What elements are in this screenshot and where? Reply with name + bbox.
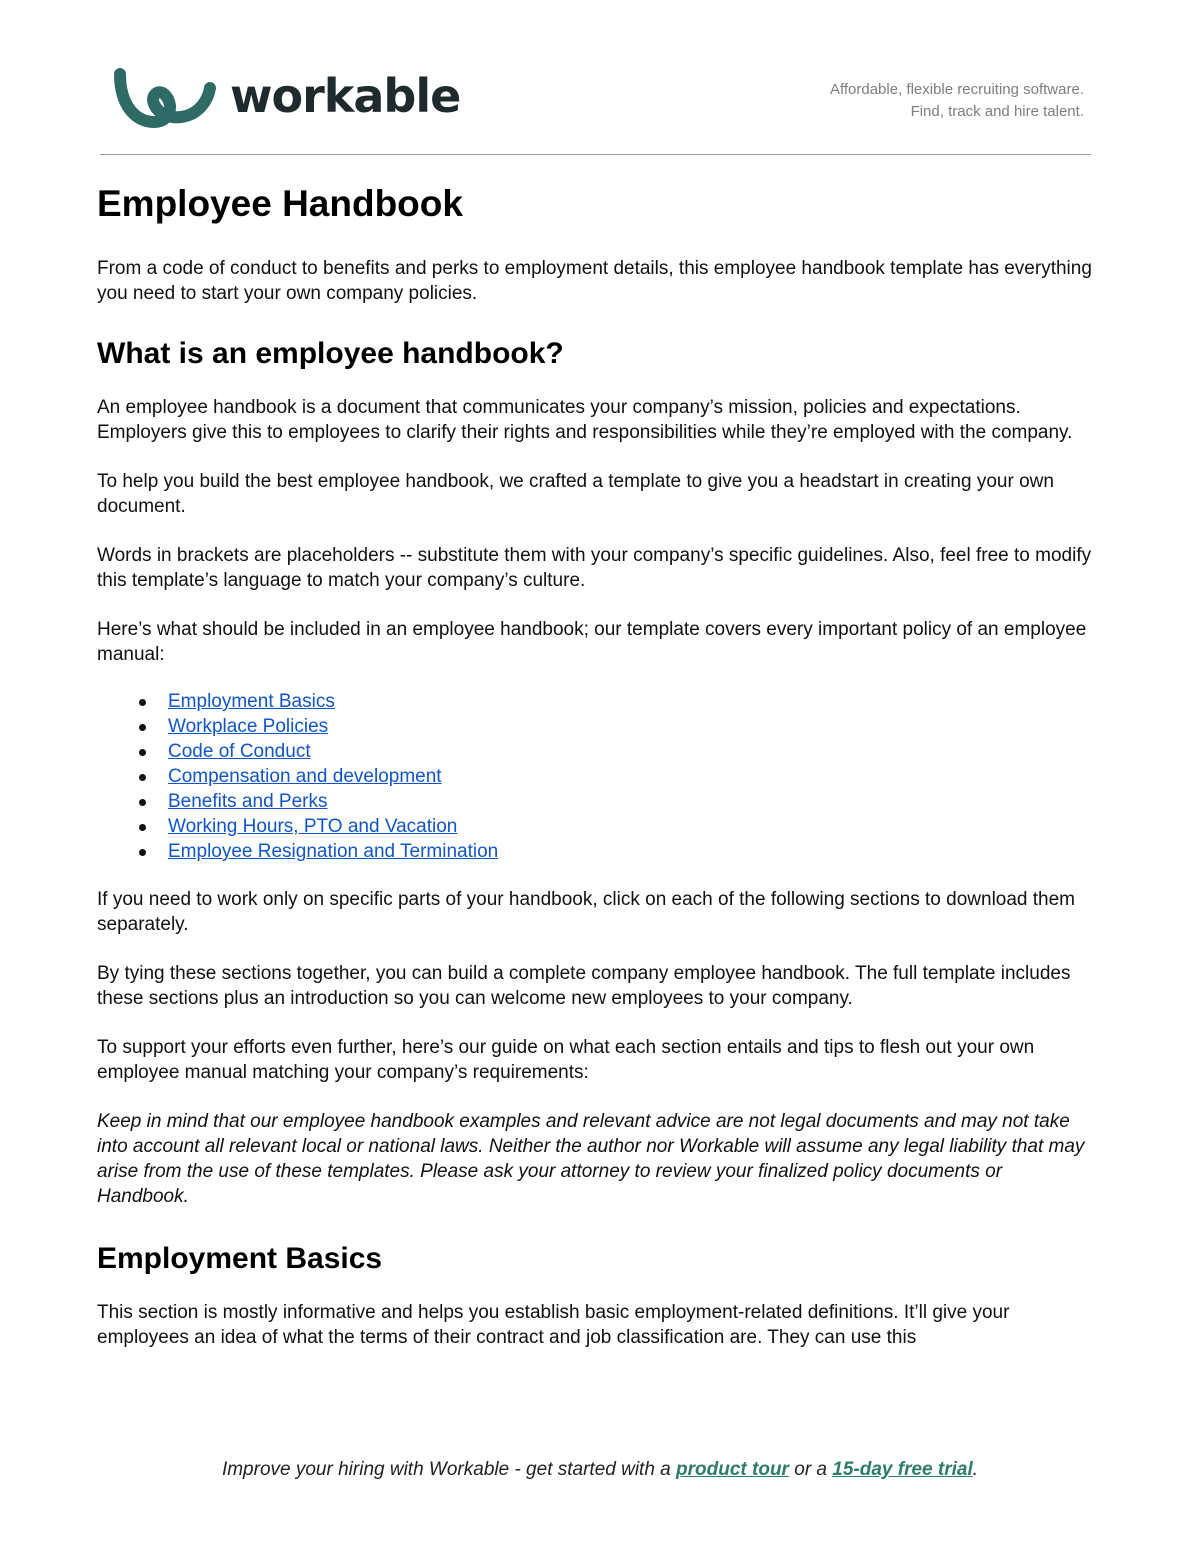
section-link-list (97, 689, 1097, 864)
paragraph-3: Words in brackets are placeholders -- substitute them with your company’s specific guidelines. Also, feel free to modify this template’s language to match your company’s culture. (97, 545, 1092, 591)
link-working-hours[interactable]: Working Hours, PTO and Vacation (168, 816, 458, 837)
list-item (168, 739, 1097, 764)
paragraph-8: This section is mostly informative and helps you establish basic employment-related definitions. It’ll give your employees an idea of what the terms of their contract and job classification are. They can use this (97, 1302, 1010, 1348)
section-heading-what-is: What is an employee handbook? (97, 337, 564, 370)
link-resignation-termination[interactable]: Employee Resignation and Termination (168, 841, 499, 862)
product-tour-link[interactable]: product tour (676, 1459, 789, 1480)
tagline (830, 79, 1084, 123)
link-workplace-policies[interactable]: Workplace Policies (168, 716, 329, 737)
workable-logo[interactable] (114, 66, 460, 130)
intro-paragraph: From a code of conduct to benefits and perks to employment details, this employee handbook template has everything you need to start your own company policies. (97, 258, 1092, 304)
paragraph-6: By tying these sections together, you can build a complete company employee handbook. The full template includes these sections plus an introduction so you can welcome new employees to your company. (97, 963, 1071, 1009)
page-header (0, 0, 1200, 160)
footer-text-middle: or a (788, 1459, 833, 1480)
footer-text-end: . (972, 1459, 979, 1480)
list-item (168, 714, 1097, 739)
link-code-of-conduct[interactable]: Code of Conduct (168, 741, 311, 762)
legal-disclaimer: Keep in mind that our employee handbook examples and relevant advice are not legal documents and may not take into account all relevant local or national laws. Neither the author nor Workable will assume any legal liability that may arise from the use of these templates. Please ask your attorney to review your finalized policy documents or Handbook. (97, 1111, 1085, 1207)
page-title: Employee Handbook (97, 183, 463, 224)
list-item (168, 689, 1097, 714)
tagline-line-2: Find, track and hire talent. (910, 103, 1084, 120)
section-heading-employment-basics: Employment Basics (97, 1242, 383, 1275)
brand-name: workable (230, 69, 461, 123)
list-item (168, 789, 1097, 814)
workable-logo-icon (114, 66, 218, 130)
page-footer (0, 1459, 1200, 1481)
paragraph-1: An employee handbook is a document that communicates your company’s mission, policies and expectations. Employers give this to employees to clarify their rights and responsibilities while they’re employed with the company. (97, 397, 1073, 443)
paragraph-4: Here’s what should be included in an employee handbook; our template covers every important policy of an employee manual: (97, 619, 1087, 665)
paragraph-2: To help you build the best employee handbook, we crafted a template to give you a headstart in creating your own document. (97, 471, 1054, 517)
list-item (168, 764, 1097, 789)
paragraph-5: If you need to work only on specific parts of your handbook, click on each of the following sections to download them separately. (97, 889, 1076, 935)
list-item (168, 839, 1097, 864)
link-benefits-perks[interactable]: Benefits and Perks (168, 791, 328, 812)
link-compensation[interactable]: Compensation and development (168, 766, 442, 787)
footer-text-start: Improve your hiring with Workable - get started with a (221, 1459, 677, 1480)
header-divider (100, 154, 1091, 155)
paragraph-7: To support your efforts even further, here’s our guide on what each section entails and tips to flesh out your own employee manual matching your company’s requirements: (97, 1037, 1035, 1083)
link-employment-basics[interactable]: Employment Basics (168, 691, 335, 712)
tagline-line-1: Affordable, flexible recruiting software. (829, 81, 1084, 98)
free-trial-link[interactable]: 15-day free trial (832, 1459, 973, 1480)
list-item (168, 814, 1097, 839)
document-body (97, 180, 1097, 1374)
